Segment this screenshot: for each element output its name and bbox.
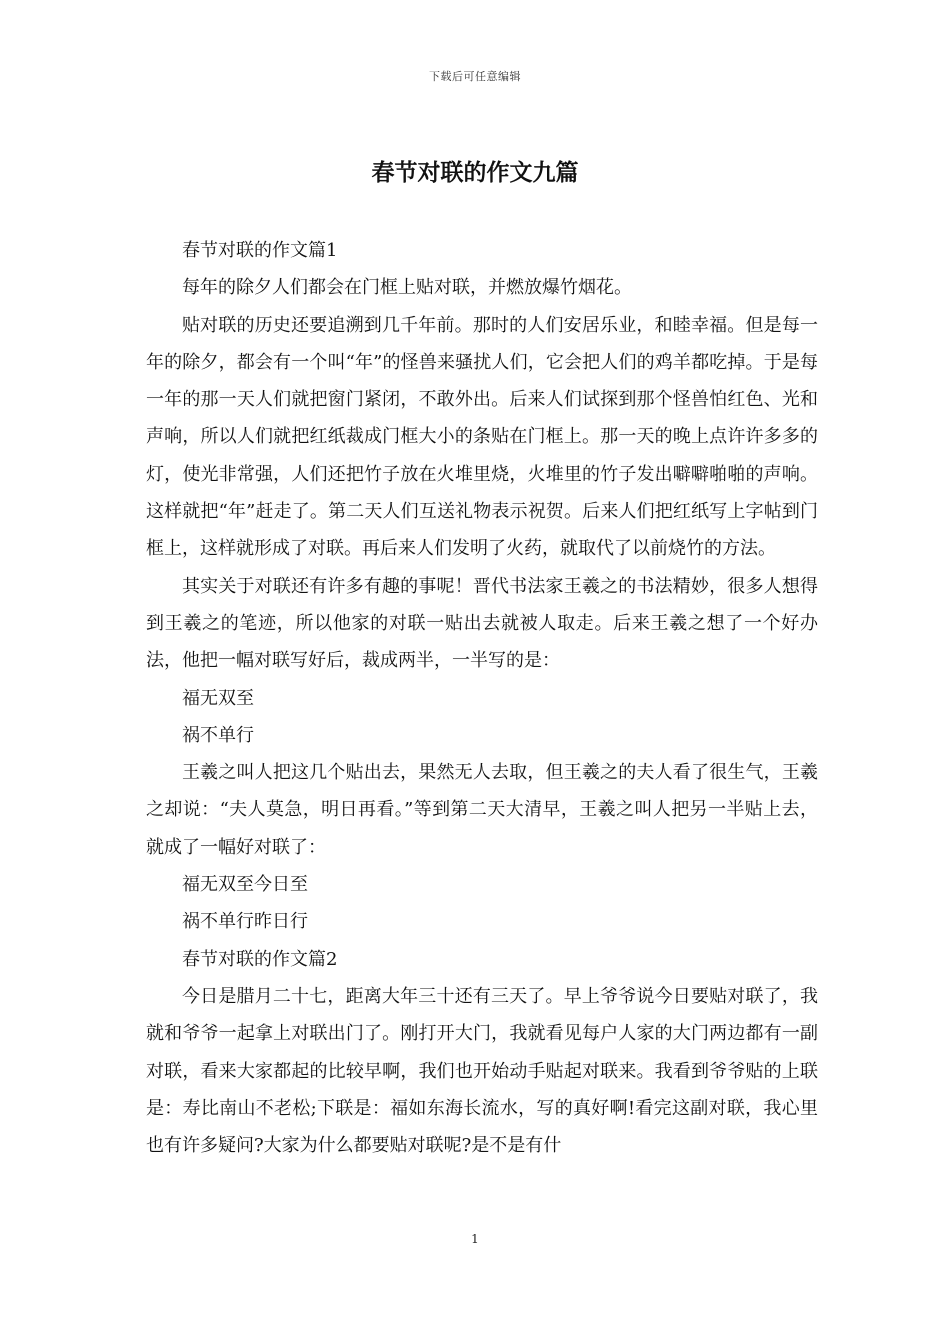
- paragraph: 每年的除夕人们都会在门框上贴对联，并燃放爆竹烟花。: [182, 277, 632, 299]
- document-body: [146, 232, 818, 1164]
- section-heading-1: 春节对联的作文篇1: [182, 240, 338, 261]
- paragraph: 今日是腊月二十七，距离大年三十还有三天了。早上爷爷说今日要贴对联了，我就和爷爷一起拿上对联出门了。刚打开大门，我就看见每户人家的大门两边都有一副对联，看来大家都起的比较早啊，我们也开始动手贴起对联来。我看到爷爷贴的上联是：寿比南山不老松;下联是：福如东海长流水，写的真好啊!看完这副对联，我心里也有许多疑问?大家为什么都要贴对联呢?是不是有什: [146, 985, 818, 1157]
- paragraph: 王羲之叫人把这几个贴出去，果然无人去取，但王羲之的夫人看了很生气，王羲之却说：“夫人莫急，明日再看。”等到第二天大清早，王羲之叫人把另一半贴上去，就成了一幅好对联了：: [146, 762, 818, 858]
- paragraph: 其实关于对联还有许多有趣的事呢！晋代书法家王羲之的书法精妙，很多人想得到王羲之的笔迹，所以他家的对联一贴出去就被人取走。后来王羲之想了一个好办法，他把一幅对联写好后，裁成两半，一半写的是：: [146, 575, 818, 672]
- page-number: 1: [471, 1232, 479, 1246]
- couplet-line: 祸不单行: [182, 724, 254, 746]
- couplet-line: 祸不单行昨日行: [182, 911, 308, 933]
- couplet-line: 福无双至: [182, 687, 254, 709]
- document-title: 春节对联的作文九篇: [371, 159, 579, 186]
- section-heading-2: 春节对联的作文篇2: [182, 948, 338, 970]
- header-note: 下载后可任意编辑: [429, 70, 521, 83]
- couplet-line: 福无双至今日至: [182, 874, 308, 896]
- paragraph: 贴对联的历史还要追溯到几千年前。那时的人们安居乐业，和睦幸福。但是每一年的除夕，都会有一个叫“年”的怪兽来骚扰人们，它会把人们的鸡羊都吃掉。于是每一年的那一天人们就把窗门紧闭，不敢外出。后来人们试探到那个怪兽怕红色、光和声响，所以人们就把红纸裁成门框大小的条贴在门框上。那一天的晚上点许许多多的灯，使光非常强，人们还把竹子放在火堆里烧，火堆里的竹子发出噼噼啪啪的声响。这样就把“年”赶走了。第二天人们互送礼物表示祝贺。后来人们把红纸写上字帖到门框上，这样就形成了对联。再后来人们发明了火药，就取代了以前烧竹的方法。: [146, 314, 818, 560]
